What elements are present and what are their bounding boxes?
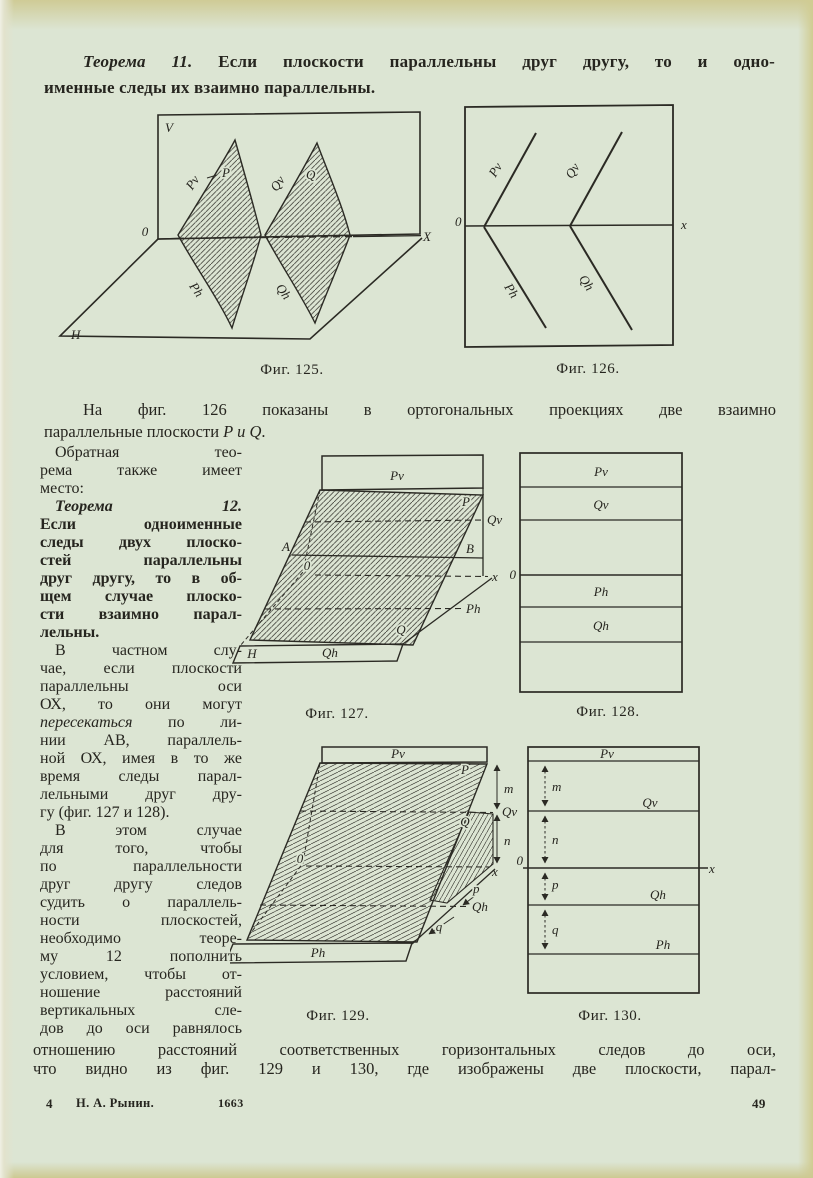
text-line: В этом случае xyxy=(55,822,242,839)
text-line xyxy=(44,49,775,75)
theorem-11-paragraph xyxy=(44,49,775,101)
figure-129 xyxy=(230,745,522,970)
fig126-label-pv: Pv xyxy=(485,159,506,180)
theorem-11-body: Если плоскости параллельны друг другу, то и одно- xyxy=(192,52,776,71)
fig125-label-qv: Qv xyxy=(266,172,288,194)
fig125-label-h: H xyxy=(71,327,81,342)
fig127-label-p: P xyxy=(462,494,470,509)
text-line: На фиг. 126 показаны в ортогональных проекциях две взаимно xyxy=(83,400,776,419)
fig129-structure xyxy=(230,747,497,963)
text-line: друг другу следов xyxy=(40,876,242,893)
text-line xyxy=(44,421,776,443)
left-column xyxy=(40,444,242,1038)
fig126-label-qv: Qv xyxy=(561,160,583,182)
text-line: стей параллельны xyxy=(40,552,242,569)
fig129-label-p: P xyxy=(461,762,469,777)
text-line: судить о параллель- xyxy=(40,894,242,911)
fig130-label-qh: Qh xyxy=(650,887,666,902)
fig127-label-pv: Pv xyxy=(390,468,404,483)
fig129-label-qh: Qh xyxy=(472,899,488,914)
text-line: ОХ, то они могут xyxy=(40,696,242,713)
text-line: лельными друг дру- xyxy=(40,786,242,803)
text-segment-italic: пересекаться xyxy=(40,714,133,731)
figure-127 xyxy=(230,450,510,670)
fig129-label-ph: Ph xyxy=(310,945,326,960)
text-line: по параллельности xyxy=(40,858,242,875)
fig129-caption: Фиг. 129. xyxy=(306,1008,370,1024)
fig125-label-q: Q xyxy=(306,167,316,182)
fig129-label-p-dist: p xyxy=(473,881,480,896)
footer-author: Н. А. Рынин. xyxy=(76,1096,155,1110)
fig127-caption: Фиг. 127. xyxy=(305,706,369,722)
fig129-label-q: Q xyxy=(460,814,470,829)
text-line: чае, если плоскости xyxy=(40,660,242,677)
fig129-label-qv: Qv xyxy=(502,804,518,819)
fig125-label-origin: 0 xyxy=(141,224,149,239)
fig127-label-origin: 0 xyxy=(303,558,311,573)
fig130-label-ph: Ph xyxy=(655,937,671,952)
fig130-label-x: x xyxy=(709,861,715,876)
text-line: нии АВ, параллель- xyxy=(40,732,242,749)
scan-edge-bottom xyxy=(0,1162,813,1178)
text-segment: . xyxy=(261,422,266,441)
fig127-structure xyxy=(233,455,492,663)
text-line: время следы парал- xyxy=(40,768,242,785)
fig126-traces xyxy=(484,132,632,330)
fig127-label-x: x xyxy=(492,569,498,584)
text-line: щем случае плоско- xyxy=(40,588,242,605)
fig128-caption: Фиг. 128. xyxy=(576,704,640,720)
fig128-label-qh: Qh xyxy=(593,618,609,633)
fig128-label-pv: Pv xyxy=(594,464,608,479)
text-line: дов до оси равнялось xyxy=(40,1020,242,1037)
text-line: вертикальных сле- xyxy=(40,1002,242,1019)
text-line: ной ОХ, имея в то же xyxy=(40,750,242,767)
fig130-label-m: m xyxy=(552,779,562,794)
text-line: Если одноименные xyxy=(40,516,242,533)
fig129-label-x: x xyxy=(492,864,498,879)
figure-128 xyxy=(505,450,705,695)
fig128-label-qv: Qv xyxy=(593,497,609,512)
text-segment-italic: P и Q xyxy=(223,422,262,441)
footer-order-number: 1663 xyxy=(218,1096,244,1110)
theorem-11-head: Теорема 11. xyxy=(83,52,193,71)
scan-edge-top xyxy=(0,0,813,30)
fig126-caption: Фиг. 126. xyxy=(556,361,620,377)
text-line: следы двух плоско- xyxy=(40,534,242,551)
fig127-label-h: H xyxy=(247,646,257,661)
fig126-frame xyxy=(465,105,673,347)
paragraph-fig126 xyxy=(44,399,776,443)
text-line xyxy=(40,498,242,516)
text-line xyxy=(40,714,242,732)
text-segment: по ли- xyxy=(132,714,242,731)
text-line: Обратная тео- xyxy=(55,444,242,461)
fig130-bands xyxy=(523,747,708,993)
fig129-label-n: n xyxy=(504,833,511,848)
fig125-label-p: P xyxy=(222,165,230,180)
text-line: рема также имеет xyxy=(40,462,242,479)
fig128-label-ph: Ph xyxy=(593,584,609,599)
fig125-label-qh: Qh xyxy=(272,280,295,303)
text-line: что видно из фиг. 129 и 130, где изображены две плоскости, парал- xyxy=(33,1058,776,1078)
fig130-label-origin: 0 xyxy=(516,853,523,868)
fig130-label-pv: Pv xyxy=(600,746,614,761)
fig125-label-pv: Pv xyxy=(182,172,203,193)
text-line: отношению расстояний соответственных горизонтальных следов до оси, xyxy=(33,1040,776,1059)
text-line: место: xyxy=(40,480,84,497)
bottom-paragraph xyxy=(33,1041,776,1078)
figure-126 xyxy=(455,100,785,360)
fig125-plane-p-and-q xyxy=(178,140,350,328)
text-line: именные следы их взаимно параллельны. xyxy=(44,78,376,97)
fig129-label-origin: 0 xyxy=(296,851,304,866)
text-segment: параллельные плоскости xyxy=(44,422,224,441)
text-line: гу (фиг. 127 и 128). xyxy=(40,804,170,821)
fig127-label-qv: Qv xyxy=(487,512,503,527)
fig125-caption: Фиг. 125. xyxy=(260,362,324,378)
fig129-label-q-dist: q xyxy=(435,919,443,934)
fig127-label-ph: Ph xyxy=(466,601,481,616)
text-line: друг другу, то в об- xyxy=(40,570,242,587)
fig125-label-ph: Ph xyxy=(186,279,207,300)
text-line: ношение расстояний xyxy=(40,984,242,1001)
text-line: для того, чтобы xyxy=(40,840,242,857)
figure-125 xyxy=(55,108,450,348)
page-number: 49 xyxy=(752,1096,766,1111)
fig130-label-n: n xyxy=(552,832,559,847)
fig130-label-qv: Qv xyxy=(642,795,658,810)
text-line: параллельны оси xyxy=(40,678,242,695)
scan-edge-right xyxy=(798,0,813,1178)
fig126-label-ph: Ph xyxy=(501,280,522,301)
fig127-label-a: A xyxy=(282,539,290,554)
fig128-bands xyxy=(520,453,682,692)
fig125-label-x: X xyxy=(423,229,431,244)
text-line: необходимо теоре- xyxy=(40,930,242,947)
scan-edge-left xyxy=(0,0,14,1178)
text-line: ности плоскостей, xyxy=(40,912,242,929)
footer-signature-number: 4 xyxy=(46,1096,53,1111)
figure-130 xyxy=(512,745,722,995)
fig129-label-m: m xyxy=(504,781,514,796)
fig127-label-q: Q xyxy=(396,622,406,637)
fig126-label-x: x xyxy=(681,217,687,232)
text-line: лельны. xyxy=(40,624,100,641)
fig130-label-p: p xyxy=(552,877,559,892)
fig128-label-origin: 0 xyxy=(509,567,516,582)
fig126-label-origin: 0 xyxy=(455,214,462,229)
text-line: В частном слу- xyxy=(55,642,242,659)
fig129-label-pv: Pv xyxy=(391,746,405,761)
text-line: му 12 пополнить xyxy=(40,948,242,965)
text-line: сти взаимно парал- xyxy=(40,606,242,623)
theorem-12-head: Теорема 12. xyxy=(55,498,242,515)
text-line: условием, чтобы от- xyxy=(40,966,242,983)
fig127-label-qh: Qh xyxy=(322,645,338,660)
fig130-caption: Фиг. 130. xyxy=(578,1008,642,1024)
fig126-label-qh: Qh xyxy=(576,271,598,294)
fig130-label-q: q xyxy=(552,922,559,937)
fig125-label-v: V xyxy=(165,120,173,135)
fig127-label-b: B xyxy=(466,541,474,556)
